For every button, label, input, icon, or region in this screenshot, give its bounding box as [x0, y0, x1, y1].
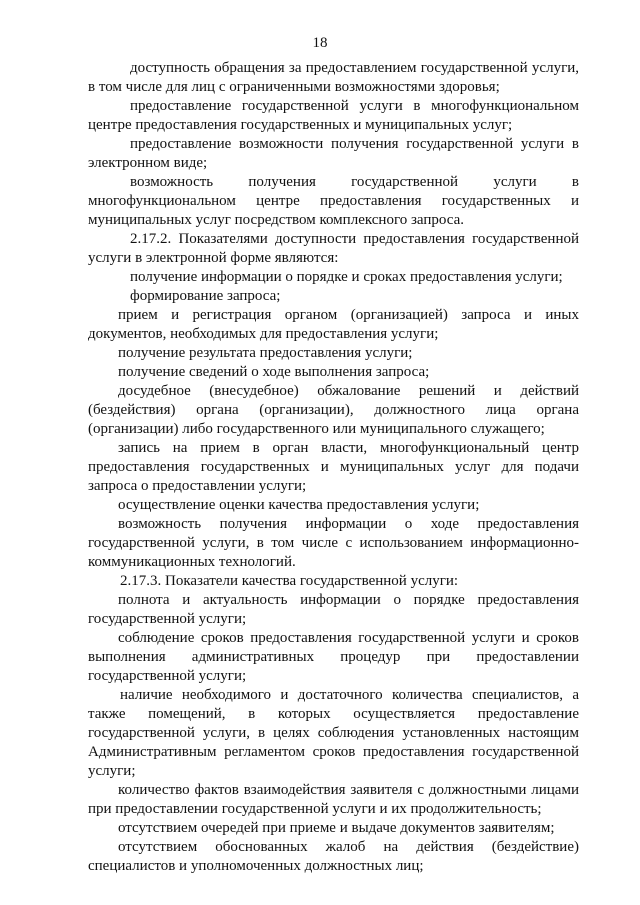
paragraph: доступность обращения за предоставлением государственной услуги, в том числе для лиц с ограниченными возможностями здоровья; [88, 60, 579, 95]
section-heading-2-17-3: 2.17.3. Показатели качества государственной услуги: [120, 573, 459, 589]
paragraph: полнота и актуальность информации о порядке предоставления государственной услуги; [88, 592, 579, 627]
paragraph: предоставление государственной услуги в многофункциональном центре предоставления государственных и муниципальных услуг; [88, 98, 579, 133]
document-body [88, 59, 579, 876]
paragraph: наличие необходимого и достаточного количества специалистов, а также помещений, в которых осуществляется предоставление государственной услуги, в целях соблюдения установленных настоящим Административным регламентом сроков предоставления государственной услуги; [88, 687, 579, 779]
paragraph: прием и регистрация органом (организацией) запроса и иных документов, необходимых для предоставления услуги; [88, 307, 579, 342]
paragraph: получение результата предоставления услуги; [118, 345, 413, 361]
paragraph: отсутствием очередей при приеме и выдаче документов заявителям; [118, 820, 555, 836]
paragraph: получение информации о порядке и сроках предоставления услуги; [130, 269, 563, 285]
paragraph: количество фактов взаимодействия заявителя с должностными лицами при предоставлении государственной услуги и их продолжительность; [88, 782, 579, 817]
section-heading-2-17-2: 2.17.2. Показателями доступности предоставления государственной услуги в электронной форме являются: [88, 231, 579, 266]
paragraph: досудебное (внесудебное) обжалование решений и действий (бездействия) органа (организации), должностного лица органа (организации) либо государственного или муниципального служащего; [88, 383, 579, 437]
page-number: 18 [312, 35, 328, 51]
paragraph: возможность получения информации о ходе предоставления государственной услуги, в том числе с использованием информационно-коммуникационных технологий. [88, 516, 579, 570]
paragraph: осуществление оценки качества предоставления услуги; [118, 497, 480, 513]
paragraph: предоставление возможности получения государственной услуги в электронном виде; [88, 136, 579, 171]
paragraph: формирование запроса; [130, 288, 281, 304]
paragraph: запись на прием в орган власти, многофункциональный центр предоставления государственных и муниципальных услуг для подачи запроса о предоставлении услуги; [88, 440, 579, 494]
paragraph: получение сведений о ходе выполнения запроса; [118, 364, 430, 380]
paragraph: соблюдение сроков предоставления государственной услуги и сроков выполнения административных процедур при предоставлении государственной услуги; [88, 630, 579, 684]
paragraph: возможность получения государственной услуги в многофункциональном центре предоставления государственных и муниципальных услуг посредством комплексного запроса. [88, 174, 579, 228]
paragraph: отсутствием обоснованных жалоб на действия (бездействие) специалистов и уполномоченных должностных лиц; [88, 839, 579, 874]
